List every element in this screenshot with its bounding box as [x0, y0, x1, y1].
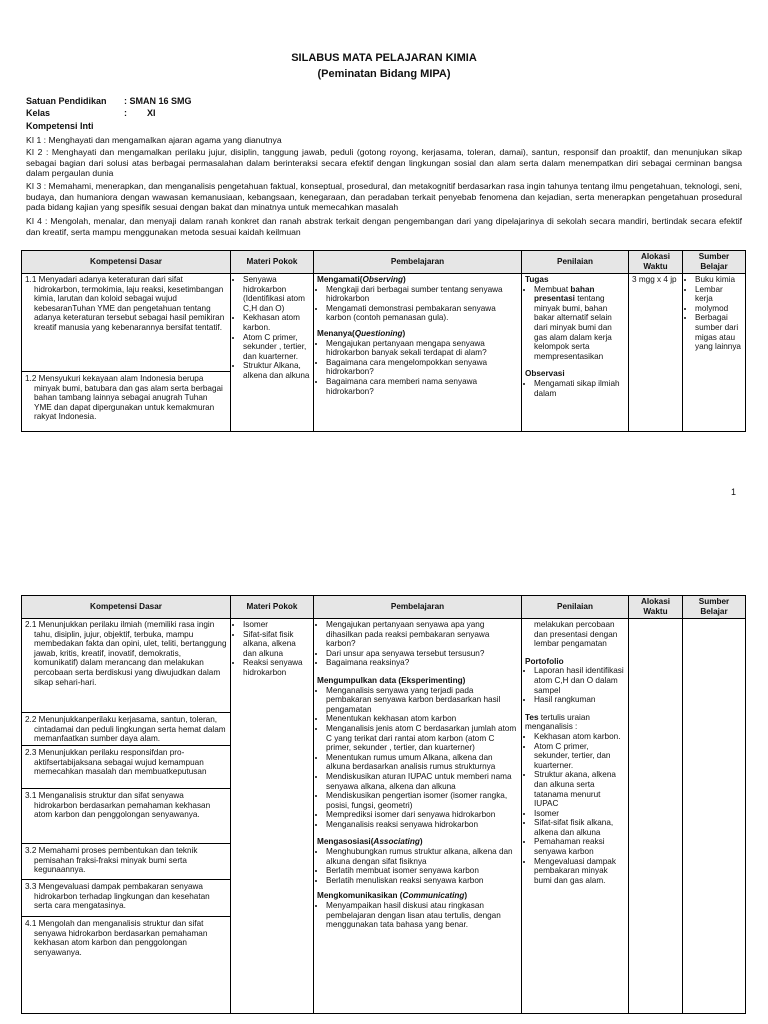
- list-item: • molymod: [695, 304, 742, 314]
- list-item: • Laporan hasil identifikasi atom C,H dan O dalam sampel: [534, 666, 625, 695]
- list-item: • Buku kimia: [695, 275, 742, 285]
- divider: [22, 879, 230, 880]
- ki-2: [26, 147, 742, 179]
- kd-2-2: 2.2 Menunjukkanperilaku kerjasama, santun, toleran, cintadamai dan peduli lingkungan serta hemat dalam memanfaatkan sumber daya alam.: [25, 715, 226, 744]
- alokasi-cell: 3 mgg x 4 jp: [629, 274, 683, 432]
- kd-1-2: 1.2 Mensyukuri kekayaan alam Indonesia berupa minyak bumi, batubara dan gas alam serta berbagai bahan tambang lainnya sebagai anugrah Tuhan YME dan dapat dipergunakan untuk kemakmuran rakyat Indonesia.: [25, 374, 223, 422]
- table-header-row: [22, 596, 746, 619]
- alokasi-cell: [629, 619, 683, 1014]
- silabus-table-2: [21, 595, 746, 1014]
- ki-4-text: KI 4 : Mengolah, menalar, dan menyaji dalam ranah konkret dan ranah abstrak terkait dengan pengembangan dari yang dipelajarinya di sekolah secara mandiri, bertindak secara efektif dan kreatif, serta mampu menggunakan metoda sesuai kaidah keilmuan: [26, 216, 742, 237]
- kd-cell: [22, 619, 231, 1014]
- label-close: ): [403, 275, 406, 284]
- silabus-table-1: [21, 250, 746, 432]
- kd-3-1: 3.1 Menganalisis struktur dan sifat senyawa hidrokarbon berdasarkan pemahaman kekhasan atom karbon dan penggolongan senyawanya.: [25, 791, 211, 820]
- label-italic: Associating: [373, 837, 420, 847]
- header-alokasi-waktu: Alokasi Waktu: [629, 251, 683, 274]
- table-row: [22, 274, 746, 432]
- list-item: • Menyampaikan hasil diskusi atau ringkasan pembelajaran dengan lisan atau tertulis, dengan menggunakan tata bahasa yang benar.: [326, 901, 518, 930]
- header-alokasi-waktu: Alokasi Waktu: [629, 596, 683, 619]
- label-italic: Communicating: [402, 891, 465, 901]
- table-row: [22, 619, 746, 1014]
- mengumpulkan-list: [317, 686, 518, 830]
- satuan-label: Satuan Pendidikan: [26, 96, 107, 106]
- ki-2-text: KI 2 : Menghayati dan mengamalkan perilaku jujur, disiplin, tanggung jawab, peduli (gotong royong, kerjasama, toleran, damai), santun, responsif dan proaktif, dan menunjukan sikap sebagai bagian dari solusi atas berbagai permasalahan dalam berinteraksi secara efektif dengan lingkungan sosial dan alam serta dalam menempatkan diri sebagai cerminan bangsa dalam pergaulan dunia: [26, 147, 742, 179]
- list-item: • Berlatih membuat isomer senyawa karbon: [326, 866, 518, 876]
- list-item: • Mengamati demonstrasi pembakaran senyawa karbon (contoh pemanasan gula).: [326, 304, 518, 323]
- list-item: • Kekhasan atom karbon.: [243, 313, 310, 332]
- kelas-value: XI: [147, 108, 156, 118]
- ki-3: [26, 181, 742, 213]
- list-item: • Bagaimana cara memberi nama senyawa hidrokarbon?: [326, 377, 518, 396]
- list-item: • Isomer: [243, 620, 310, 630]
- list-item: • Menganalisis reaksi senyawa hidrokarbon: [326, 820, 518, 830]
- document-subtitle: (Peminatan Bidang MIPA): [317, 68, 451, 80]
- text-part: tentang minyak bumi, bahan bakar alternatif selain dari minyak bumi dan gas alam dalam kerja kelompok serta mempresentasikan: [534, 294, 612, 361]
- kelas-colon: :: [124, 108, 127, 118]
- label-close: ): [419, 837, 423, 847]
- ki-4: [26, 216, 742, 237]
- list-item: [534, 285, 625, 362]
- list-item: • Hasil rangkuman: [534, 695, 625, 705]
- list-item: • Lembar kerja: [695, 285, 742, 304]
- list-item: • Kekhasan atom karbon.: [534, 732, 625, 742]
- tes-heading: [525, 713, 625, 732]
- portofolio-heading: Portofolio: [525, 656, 564, 666]
- list-item: • Mendiskusikan pengertian isomer (isomer rangka, posisi, fungsi, geometri): [326, 791, 518, 810]
- list-item: • Menghubungkan rumus struktur alkana, alkena dan alkuna dengan sifat fisiknya: [326, 847, 518, 866]
- observasi-list: [525, 379, 625, 398]
- materi-cell: [231, 619, 314, 1014]
- menanya-continued-list: [317, 620, 518, 668]
- list-item: • Sifat-sifat fisik alkana, alkena dan alkuna: [243, 630, 310, 659]
- list-item: • Atom C primer, sekunder , tertier, dan kuarterner.: [243, 333, 310, 362]
- header-materi-pokok: Materi Pokok: [231, 251, 314, 274]
- list-item: • Mengajukan pertanyaan senyawa apa yang dihasilkan pada reaksi pembakaran senyawa karbon?: [326, 620, 518, 649]
- page-gap: [0, 520, 768, 590]
- list-item: • Bagaimana cara mengelompokkan senyawa hidrokarbon?: [326, 358, 518, 377]
- ki-1: KI 1 : Menghayati dan mengamalkan ajaran agama yang dianutnya: [26, 135, 282, 145]
- list-item: • Menganalisis senyawa yang terjadi pada pembakaran senyawa karbon berdasarkan hasil pengamatan: [326, 686, 518, 715]
- list-item: • Berlatih menuliskan reaksi senyawa karbon: [326, 876, 518, 886]
- list-item: • Mendiskusikan aturan IUPAC untuk memberi nama senyawa alkana, alkena dan alkuna: [326, 772, 518, 791]
- text-bold: bahan presentasi: [534, 284, 595, 304]
- kd-3-2: 3.2 Memahami proses pembentukan dan teknik pemisahan fraksi-fraksi minyak bumi serta kegunaannya.: [25, 846, 198, 875]
- materi-cell: [231, 274, 314, 432]
- menanya-heading: [317, 329, 518, 339]
- table-header-row: [22, 251, 746, 274]
- sumber-cell: [683, 274, 746, 432]
- mengasosiasi-heading: [317, 837, 518, 847]
- sumber-list: [686, 275, 742, 352]
- kd-1-1: 1.1 Menyadari adanya keteraturan dari sifat hidrokarbon, termokimia, laju reaksi, kesetimbangan kimia, larutan dan koloid sebagai wujud kebesaranTuhan YME dan pengetahuan tentang adanya keteraturan tersebut sebagai hasil pemikiran kreatif manusia yang kebenarannya bersifat tentatif.: [25, 275, 225, 332]
- penilaian-cell: [522, 619, 629, 1014]
- tugas-list: [525, 285, 625, 362]
- divider: [22, 371, 230, 372]
- mengamati-list: [317, 285, 518, 323]
- header-kompetensi-dasar: Kompetensi Dasar: [22, 596, 231, 619]
- penilaian-cell: [522, 274, 629, 432]
- list-item: • Mengkaji dari berbagai sumber tentang senyawa hidrokarbon: [326, 285, 518, 304]
- list-item: • Pemahaman reaksi senyawa karbon: [534, 837, 625, 856]
- header-sumber-belajar: Sumber Belajar: [683, 596, 746, 619]
- list-item: • Mengamati sikap ilmiah dalam: [534, 379, 625, 398]
- penilaian-continued: melakukan percobaan dan presentasi dengan lembar pengamatan: [534, 620, 618, 649]
- header-sumber-belajar: Sumber Belajar: [683, 251, 746, 274]
- observasi-heading: Observasi: [525, 369, 565, 379]
- label-part: Mengamati(: [317, 275, 363, 284]
- list-item: • Menentukan kekhasan atom karbon: [326, 714, 518, 724]
- list-item: • Reaksi senyawa hidrokarbon: [243, 658, 310, 677]
- divider: [22, 916, 230, 917]
- label-part: Mengasosiasi(: [317, 837, 374, 847]
- divider: [22, 788, 230, 789]
- header-materi-pokok: Materi Pokok: [231, 596, 314, 619]
- list-item: • Atom C primer, sekunder, tertier, dan kuarterner.: [534, 742, 625, 771]
- text-part: Membuat: [534, 284, 571, 294]
- list-item: • Senyawa hidrokarbon (Identifikasi atom C,H dan O): [243, 275, 310, 313]
- label-italic: Observing: [362, 275, 403, 284]
- list-item: • Berbagai sumber dari migas atau yang lainnya: [695, 313, 742, 351]
- page-number: 1: [730, 487, 736, 497]
- header-kompetensi-dasar: Kompetensi Dasar: [22, 251, 231, 274]
- list-item: • Struktur Alkana, alkena dan alkuna: [243, 361, 310, 380]
- kd-2-1: 2.1 Menunjukkan perilaku ilmiah (memiliki rasa ingin tahu, disiplin, jujur, objektif, terbuka, mampu membedakan fakta dan opini, ulet, teliti, bertanggung jawab, kritis, kreatif, inovatif, demokratis, komunikatif) dalam merancang dan melakukan percobaan serta berdiskusi yang diwujudkan dalam sikap sehari-hari.: [25, 620, 227, 687]
- label-close: ): [464, 891, 468, 901]
- header-penilaian: Penilaian: [522, 251, 629, 274]
- pembelajaran-cell: [314, 619, 522, 1014]
- document-title: SILABUS MATA PELAJARAN KIMIA: [291, 52, 477, 64]
- kompetensi-inti-heading: Kompetensi Inti: [26, 121, 94, 131]
- list-item: • Mengevaluasi dampak pembakaran minyak bumi dan gas alam.: [534, 857, 625, 886]
- label-part: Menanya(: [317, 328, 355, 338]
- ki-3-text: KI 3 : Memahami, menerapkan, dan menganalisis pengetahuan faktual, konseptual, prosedural, dan metakognitif berdasarkan rasa ingin tahunya tentang ilmu pengetahuan, teknologi, seni, budaya, dan humaniora dengan wawasan kemanusiaan, kebangsaan, kenegaraan, dan peradaban terkait penyebab fenomena dan kejadian, serta menerapkan pengetahuan prosedural pada bidang kajian yang spesifik sesuai dengan bakat dan minatnya untuk memecahkan masalah: [26, 181, 742, 213]
- materi-list: [234, 620, 310, 678]
- kd-cell: [22, 274, 231, 432]
- satuan-value: : SMAN 16 SMG: [124, 96, 192, 106]
- list-item: • Memprediksi isomer dari senyawa hidrokarbon: [326, 810, 518, 820]
- label-italic: Questioning: [354, 328, 403, 338]
- portofolio-list: [525, 666, 625, 704]
- divider: [22, 843, 230, 844]
- mengumpulkan-heading: Mengumpulkan data (Eksperimenting): [317, 675, 466, 685]
- kd-3-3: 3.3 Mengevaluasi dampak pembakaran senyawa hidrokarbon terhadap lingkungan dan kesehatan serta cara mengatasinya.: [25, 882, 210, 911]
- header-pembelajaran: Pembelajaran: [314, 596, 522, 619]
- text-bold: Tes: [525, 712, 539, 722]
- list-item: • Mengajukan pertanyaan mengapa senyawa hidrokarbon banyak sekali terdapat di alam?: [326, 339, 518, 358]
- materi-list: [234, 275, 310, 381]
- list-item: • Dari unsur apa senyawa tersebut tersusun?: [326, 649, 518, 659]
- list-item: • Menganalisis jenis atom C berdasarkan jumlah atom C yang terikat dari rantai atom karbon (atom C primer, sekunder , tertier, dan kuarterner): [326, 724, 518, 753]
- list-item: • Isomer: [534, 809, 625, 819]
- mengkomunikasikan-list: [317, 901, 518, 930]
- document-page-2: [0, 590, 768, 1024]
- mengamati-heading: [317, 275, 518, 285]
- kd-2-3: 2.3 Menunjukkan perilaku responsifdan pro-aktifsertabijaksana sebagai wujud kemampuan memecahkan masalah dan membuatkeputusan: [25, 748, 207, 777]
- divider: [22, 712, 230, 713]
- list-item: • Sifat-sifat fisik alkana, alkena dan alkuna: [534, 818, 625, 837]
- divider: [22, 745, 230, 746]
- text-part: tertulis uraian menganalisis :: [525, 712, 590, 732]
- header-pembelajaran: Pembelajaran: [314, 251, 522, 274]
- mengasosiasi-list: [317, 847, 518, 885]
- list-item: • Menentukan rumus umum Alkana, alkena dan alkuna berdasarkan analisis rumus strukturnya: [326, 753, 518, 772]
- kd-4-1: 4.1 Mengolah dan menganalisis struktur dan sifat senyawa hidrokarbon berdasarkan pemahaman kekhasan atom karbon dan penggolongan senyawanya.: [25, 919, 208, 957]
- list-item: • Struktur akana, alkena dan alkuna serta tatanama menurut IUPAC: [534, 770, 625, 808]
- mengkomunikasikan-heading: [317, 891, 518, 901]
- list-item: • Bagaimana reaksinya?: [326, 658, 518, 668]
- tugas-heading: Tugas: [525, 275, 549, 284]
- label-close: ): [402, 328, 406, 338]
- menanya-list: [317, 339, 518, 397]
- tes-list: [525, 732, 625, 886]
- kelas-label: Kelas: [26, 108, 51, 118]
- header-penilaian: Penilaian: [522, 596, 629, 619]
- label-part: Mengkomunikasikan (: [317, 891, 403, 901]
- pembelajaran-cell: [314, 274, 522, 432]
- sumber-cell: [683, 619, 746, 1014]
